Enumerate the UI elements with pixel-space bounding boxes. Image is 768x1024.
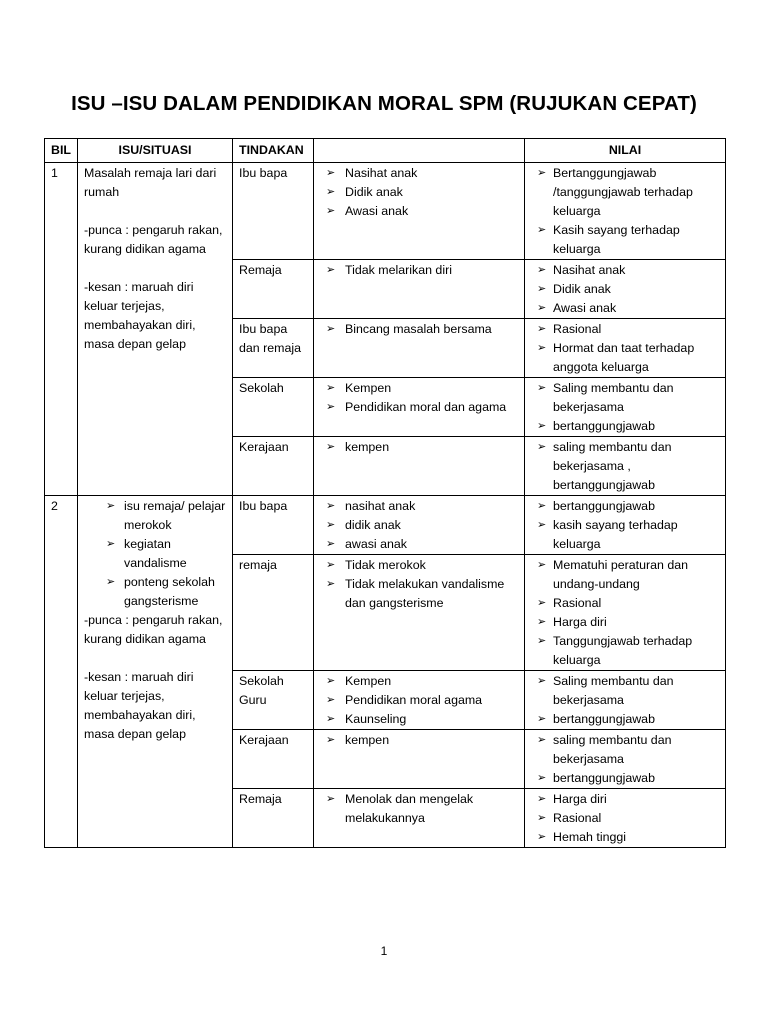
issue-kesan: -kesan : maruah diri keluar terjejas, membahayakan diri, masa depan gelap [84,670,196,741]
arrowhead-bullet-icon: ➢ [326,793,336,805]
page-number: 1 [380,944,388,958]
arrowhead-bullet-icon: ➢ [326,538,336,550]
tindakan-cell [314,730,525,789]
arrowhead-bullet-icon: ➢ [326,401,336,413]
tindakan-cell [314,555,525,671]
header-empty [314,139,525,163]
nilai-item-text: Harga diri [553,615,607,629]
tindakan-item-list [320,164,518,221]
nilai-item [531,790,719,809]
nilai-cell [525,260,726,319]
arrowhead-bullet-icon: ➢ [326,734,336,746]
nilai-item-text: saling membantu dan bekerjasama [553,733,672,766]
tindakan-item-text: Awasi anak [345,204,409,218]
tindakan-cell [314,671,525,730]
arrowhead-bullet-icon: ➢ [537,519,547,531]
nilai-cell [525,163,726,260]
spacer [84,202,226,221]
nilai-cell [525,378,726,437]
actor-cell: Sekolah [233,378,314,437]
nilai-item-text: Saling membantu dan bekerjasama [553,674,674,707]
arrowhead-bullet-icon: ➢ [537,713,547,725]
tindakan-item-list [320,261,518,280]
nilai-item-list [531,497,719,554]
arrowhead-bullet-icon: ➢ [326,519,336,531]
arrowhead-bullet-icon: ➢ [326,694,336,706]
tindakan-item [320,710,518,729]
arrowhead-bullet-icon: ➢ [537,441,547,453]
arrowhead-bullet-icon: ➢ [326,578,336,590]
nilai-item [531,438,719,495]
tindakan-item-list [320,497,518,554]
actor-cell: Remaja [233,260,314,319]
nilai-cell [525,319,726,378]
nilai-item-text: Rasional [553,322,602,336]
tindakan-item-text: Tidak melarikan diri [345,263,452,277]
tindakan-item-text: Pendidikan moral agama [345,693,483,707]
actor-cell: Kerajaan [233,730,314,789]
arrowhead-bullet-icon: ➢ [537,302,547,314]
isu-situasi-cell [78,163,233,496]
arrowhead-bullet-icon: ➢ [537,675,547,687]
tindakan-item-text: Bincang masalah bersama [345,322,492,336]
arrowhead-bullet-icon: ➢ [106,500,116,512]
tindakan-item-text: didik anak [345,518,401,532]
tindakan-item [320,438,518,457]
nilai-item-text: Harga diri [553,792,607,806]
nilai-item [531,379,719,417]
nilai-item [531,828,719,847]
issue-punca: -punca : pengaruh rakan, kurang didikan agama [84,223,223,256]
arrowhead-bullet-icon: ➢ [537,264,547,276]
arrowhead-bullet-icon: ➢ [537,167,547,179]
table-row [45,496,726,555]
tindakan-item-list [320,672,518,729]
tindakan-item-text: nasihat anak [345,499,416,513]
nilai-item-text: Mematuhi peraturan dan undang-undang [553,558,689,591]
tindakan-item [320,497,518,516]
nilai-item-text: kasih sayang terhadap keluarga [553,518,678,551]
tindakan-item [320,164,518,183]
nilai-cell [525,555,726,671]
actor-cell: Sekolah Guru [233,671,314,730]
arrowhead-bullet-icon: ➢ [326,323,336,335]
actor-cell: Ibu bapa [233,496,314,555]
issue-item [84,535,226,573]
actor-cell: remaja [233,555,314,671]
spacer [84,259,226,278]
nilai-item-list [531,556,719,670]
arrowhead-bullet-icon: ➢ [537,597,547,609]
nilai-item-list [531,731,719,788]
table-row [45,163,726,260]
arrowhead-bullet-icon: ➢ [326,441,336,453]
arrowhead-bullet-icon: ➢ [106,576,116,588]
tindakan-item-text: Tidak merokok [345,558,426,572]
arrowhead-bullet-icon: ➢ [537,831,547,843]
nilai-cell [525,671,726,730]
nilai-item [531,809,719,828]
arrowhead-bullet-icon: ➢ [106,538,116,550]
nilai-item [531,594,719,613]
tindakan-item-list [320,379,518,417]
issue-punca: -punca : pengaruh rakan, kurang didikan agama [84,613,223,646]
nilai-item-text: Nasihat anak [553,263,626,277]
nilai-item-list [531,672,719,729]
nilai-item [531,497,719,516]
tindakan-item [320,261,518,280]
nilai-item-text: Rasional [553,811,602,825]
nilai-item [531,221,719,259]
moral-issues-table [44,138,726,848]
header-tindakan: TINDAKAN [233,139,314,163]
tindakan-cell [314,437,525,496]
tindakan-item-text: kempen [345,733,390,747]
nilai-item [531,613,719,632]
actor-cell: Remaja [233,789,314,848]
tindakan-item-text: Kempen [345,674,392,688]
nilai-item-list [531,320,719,377]
tindakan-item-list [320,320,518,339]
tindakan-item-text: kempen [345,440,390,454]
arrowhead-bullet-icon: ➢ [537,793,547,805]
actor-cell: Ibu bapa [233,163,314,260]
nilai-item-text: Hormat dan taat terhadap anggota keluarga [553,341,695,374]
tindakan-item-text: Menolak dan mengelak melakukannya [345,792,474,825]
nilai-item [531,556,719,594]
nilai-item-text: Hemah tinggi [553,830,627,844]
issue-item [84,573,226,611]
tindakan-item-list [320,731,518,750]
tindakan-item-list [320,790,518,828]
tindakan-item [320,320,518,339]
actor-cell: Ibu bapa dan remaja [233,319,314,378]
nilai-item-list [531,261,719,318]
nilai-item [531,417,719,436]
arrowhead-bullet-icon: ➢ [326,205,336,217]
issue-item [84,497,226,535]
isu-situasi-cell [78,496,233,848]
nilai-item-text: Awasi anak [553,301,617,315]
arrowhead-bullet-icon: ➢ [326,167,336,179]
issue-description: Masalah remaja lari dari rumah [84,166,217,199]
nilai-item [531,280,719,299]
issue-item-list [84,497,226,611]
arrowhead-bullet-icon: ➢ [537,635,547,647]
tindakan-item-text: Didik anak [345,185,403,199]
nilai-item [531,516,719,554]
header-bil: BIL [45,139,78,163]
nilai-item-text: bertanggungjawab [553,419,655,433]
page-title: ISU –ISU DALAM PENDIDIKAN MORAL SPM (RUJUKAN CEPAT) [71,92,697,115]
issue-kesan: -kesan : maruah diri keluar terjejas, membahayakan diri, masa depan gelap [84,280,196,351]
nilai-cell [525,730,726,789]
tindakan-item-text: Kempen [345,381,392,395]
tindakan-item [320,535,518,554]
arrowhead-bullet-icon: ➢ [326,713,336,725]
tindakan-item-text: Pendidikan moral dan agama [345,400,507,414]
arrowhead-bullet-icon: ➢ [326,264,336,276]
bil-cell: 2 [45,496,78,848]
tindakan-item-text: awasi anak [345,537,407,551]
nilai-item [531,632,719,670]
tindakan-item-list [320,556,518,613]
header-isu-situasi: ISU/SITUASI [78,139,233,163]
tindakan-item [320,790,518,828]
tindakan-item [320,731,518,750]
nilai-item [531,731,719,769]
tindakan-item-list [320,438,518,457]
tindakan-item [320,672,518,691]
nilai-cell [525,496,726,555]
tindakan-cell [314,496,525,555]
tindakan-cell [314,260,525,319]
nilai-item [531,164,719,221]
issue-item-text: kegiatan vandalisme [124,537,187,570]
nilai-item-text: Rasional [553,596,602,610]
nilai-item [531,769,719,788]
tindakan-item-text: Tidak melakukan vandalisme dan gangsterisme [345,577,505,610]
nilai-item [531,339,719,377]
arrowhead-bullet-icon: ➢ [326,500,336,512]
nilai-item-text: Saling membantu dan bekerjasama [553,381,674,414]
tindakan-item [320,575,518,613]
nilai-item [531,261,719,280]
nilai-item-list [531,790,719,847]
nilai-cell [525,789,726,848]
arrowhead-bullet-icon: ➢ [537,420,547,432]
tindakan-cell [314,163,525,260]
arrowhead-bullet-icon: ➢ [537,812,547,824]
arrowhead-bullet-icon: ➢ [537,224,547,236]
table-header-row [45,139,726,163]
arrowhead-bullet-icon: ➢ [537,772,547,784]
nilai-item-text: Didik anak [553,282,611,296]
arrowhead-bullet-icon: ➢ [537,283,547,295]
issue-item-text: isu remaja/ pelajar merokok [124,499,226,532]
tindakan-item [320,183,518,202]
header-nilai: NILAI [525,139,726,163]
arrowhead-bullet-icon: ➢ [537,323,547,335]
nilai-item-list [531,164,719,259]
tindakan-cell [314,378,525,437]
nilai-item [531,672,719,710]
nilai-item-text: Kasih sayang terhadap keluarga [553,223,680,256]
arrowhead-bullet-icon: ➢ [537,342,547,354]
issue-item-text: ponteng sekolah gangsterisme [124,575,215,608]
nilai-item-list [531,438,719,495]
nilai-item-text: saling membantu dan bekerjasama , bertanggungjawab [553,440,672,492]
arrowhead-bullet-icon: ➢ [326,382,336,394]
spacer [84,649,226,668]
arrowhead-bullet-icon: ➢ [326,186,336,198]
arrowhead-bullet-icon: ➢ [326,559,336,571]
nilai-item-text: bertanggungjawab [553,499,655,513]
bil-cell: 1 [45,163,78,496]
nilai-item-text: bertanggungjawab [553,712,655,726]
tindakan-cell [314,789,525,848]
tindakan-item [320,516,518,535]
nilai-cell [525,437,726,496]
tindakan-item [320,398,518,417]
nilai-item [531,299,719,318]
tindakan-item-text: Kaunseling [345,712,407,726]
tindakan-cell [314,319,525,378]
arrowhead-bullet-icon: ➢ [537,559,547,571]
arrowhead-bullet-icon: ➢ [537,616,547,628]
tindakan-item [320,379,518,398]
actor-cell: Kerajaan [233,437,314,496]
tindakan-item [320,556,518,575]
nilai-item [531,710,719,729]
nilai-item-text: Bertanggungjawab /tanggungjawab terhadap keluarga [553,166,693,218]
tindakan-item-text: Nasihat anak [345,166,418,180]
arrowhead-bullet-icon: ➢ [537,500,547,512]
arrowhead-bullet-icon: ➢ [537,734,547,746]
nilai-item [531,320,719,339]
nilai-item-text: bertanggungjawab [553,771,655,785]
tindakan-item [320,202,518,221]
tindakan-item [320,691,518,710]
nilai-item-list [531,379,719,436]
nilai-item-text: Tanggungjawab terhadap keluarga [553,634,693,667]
arrowhead-bullet-icon: ➢ [537,382,547,394]
arrowhead-bullet-icon: ➢ [326,675,336,687]
